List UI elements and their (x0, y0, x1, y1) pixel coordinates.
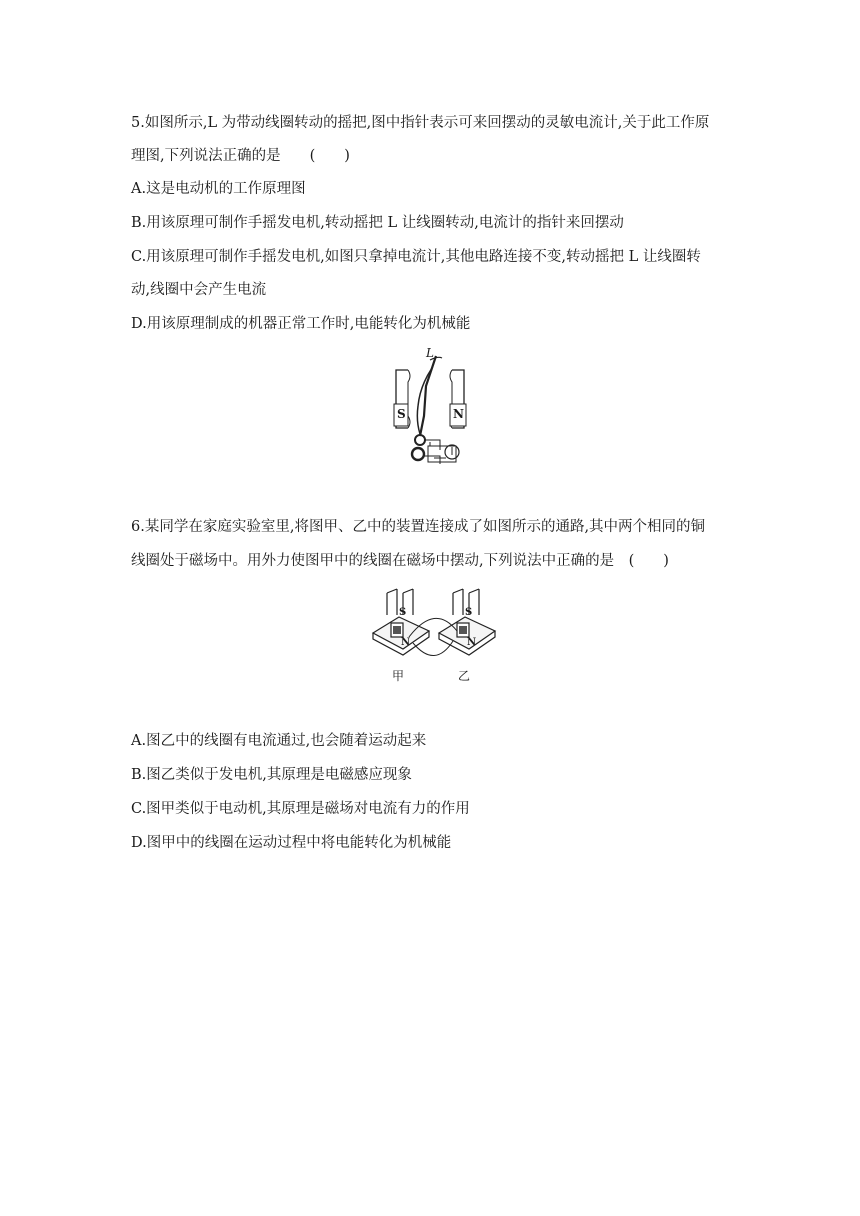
q6-figure-two-devices (369, 585, 499, 685)
q5-figure-label-s: S (397, 407, 406, 421)
q6-stem-line2: 线圈处于磁场中。用外力使图甲中的线圈在磁场中摆动,下列说法中正确的是 ( ) (131, 553, 669, 569)
q6-figure-caption-yi: 乙 (458, 669, 471, 683)
q6-figure-n-left: N (401, 637, 411, 648)
q6-figure-s-left: S (399, 607, 407, 618)
q5-stem-line2: 理图,下列说法正确的是 ( ) (131, 148, 350, 164)
q6-option-b: B.图乙类似于发电机,其原理是电磁感应现象 (131, 767, 412, 783)
q5-option-c-line1: C.用该原理可制作手摇发电机,如图只拿掉电流计,其他电路连接不变,转动摇把 L 让线圈转 (131, 249, 701, 265)
q6-option-d: D.图甲中的线圈在运动过程中将电能转化为机械能 (131, 835, 452, 851)
q6-figure-n-right: N (467, 637, 477, 648)
q6-figure-s-right: S (465, 607, 473, 618)
q5-option-a: A.这是电动机的工作原理图 (131, 181, 306, 197)
q6-stem-line1: 6.某同学在家庭实验室里,将图甲、乙中的装置连接成了如图所示的通路,其中两个相同的铜 (131, 519, 706, 535)
q5-figure-label-l: L (426, 346, 434, 360)
q5-option-b: B.用该原理可制作手摇发电机,转动摇把 L 让线圈转动,电流计的指针来回摆动 (131, 215, 624, 231)
q5-option-d: D.用该原理制成的机器正常工作时,电能转化为机械能 (131, 316, 471, 332)
q5-stem-line1: 5.如图所示,L 为带动线圈转动的摇把,图中指针表示可来回摆动的灵敏电流计,关于此工作原 (131, 115, 710, 131)
q5-option-c-line2: 动,线圈中会产生电流 (131, 282, 267, 298)
q6-figure-caption-jia: 甲 (392, 669, 405, 683)
q6-option-a: A.图乙中的线圈有电流通过,也会随着运动起来 (131, 733, 427, 749)
q6-option-c: C.图甲类似于电动机,其原理是磁场对电流有力的作用 (131, 801, 470, 817)
q5-figure-generator (390, 346, 470, 468)
q5-figure-label-n: N (453, 407, 464, 421)
